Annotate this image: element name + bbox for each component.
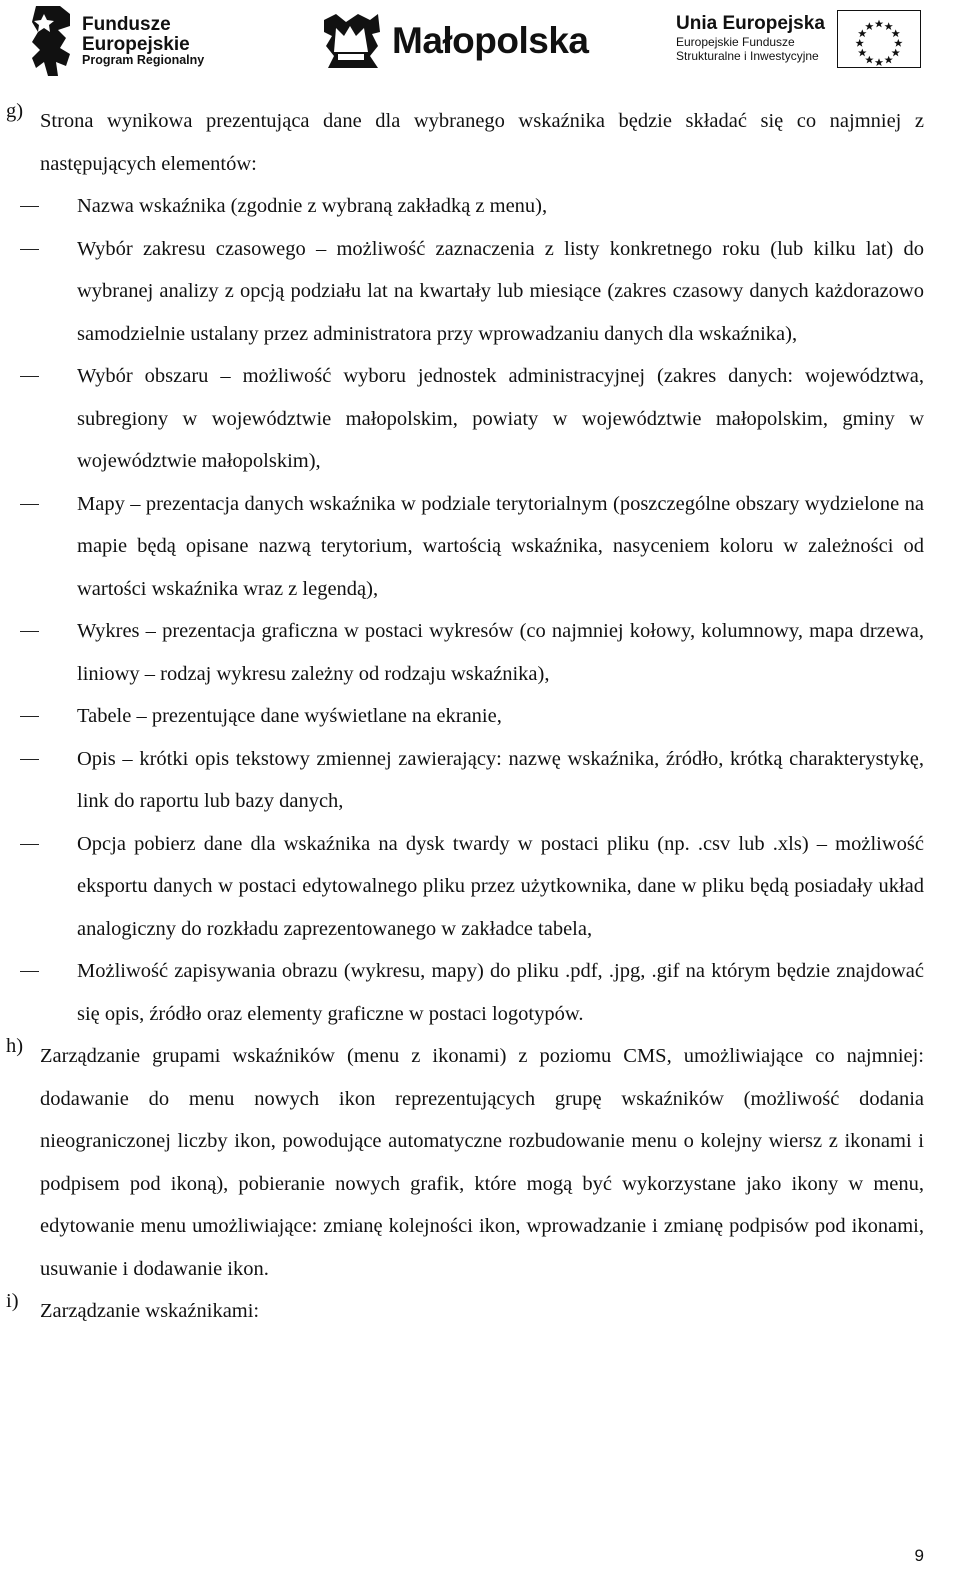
unia-europejska-logo [676, 10, 921, 68]
list-item [0, 610, 960, 695]
dash-bullet-icon [20, 971, 39, 972]
logo-fe-line1: Fundusze [82, 14, 171, 36]
dash-bullet-icon [20, 716, 39, 717]
dash-bullet-icon [20, 759, 39, 760]
eu-flag-icon [837, 10, 921, 68]
section-marker-h: h) [6, 1035, 24, 1057]
list-item [0, 185, 960, 228]
section-i [0, 1290, 960, 1333]
section-i-text: Zarządzanie wskaźnikami: [40, 1300, 260, 1322]
list-item [0, 483, 960, 611]
section-g-list [0, 185, 960, 1035]
section-h-text: Zarządzanie grupami wskaźników (menu z ikonami) z poziomu CMS, umożliwiające co najmniej: dodawanie do menu nowych ikon reprezentujących grupę wskaźników (możliwość dodania nieograniczonej liczby ikon, powodujące automatyczne rozbudowanie menu o kolejny wiersz z ikonami i podpisem pod ikoną), pobieranie nowych grafik, które mogą być wykorzystane jako ikony w menu, edytowanie menu umożliwiające: zmianę kolejności ikon, wprowadzanie i zmianę podpisów pod ikonami, usuwanie i dodawanie ikon. [40, 1045, 924, 1280]
list-item-text: Opcja pobierz dane dla wskaźnika na dysk twardy w postaci pliku (np. .csv lub .xls) – możliwość eksportu danych w postaci edytowalnego pliku przez użytkownika, dane w pliku będą posiadały układ analogiczny do rozkładu zaprezentowanego w zakładce tabela, [77, 832, 924, 940]
logo-ue-line1: Unia Europejska [676, 13, 825, 35]
section-marker-g: g) [6, 100, 24, 122]
dash-bullet-icon [20, 249, 39, 250]
document-body [0, 100, 960, 1333]
dash-bullet-icon [20, 504, 39, 505]
list-item-text: Nazwa wskaźnika (zgodnie z wybraną zakładką z menu), [77, 195, 548, 217]
list-item-text: Tabele – prezentujące dane wyświetlane na ekranie, [77, 705, 502, 727]
logo-fe-line3: Program Regionalny [82, 53, 205, 67]
list-item-text: Opis – krótki opis tekstowy zmiennej zawierający: nazwę wskaźnika, źródło, krótką charakterystykę, link do raportu lub bazy danych, [77, 747, 924, 812]
section-h [0, 1035, 960, 1290]
fundusze-europejskie-logo [30, 4, 204, 78]
logo-ue-line3: Strukturalne i Inwestycyjne [676, 49, 819, 64]
section-g-text: Strona wynikowa prezentująca dane dla wybranego wskaźnika będzie składać się co najmniej z następujących elementów: [40, 110, 924, 175]
page-number: 9 [914, 1546, 924, 1565]
list-item-text: Możliwość zapisywania obrazu (wykresu, mapy) do pliku .pdf, .jpg, .gif na którym będzie znajdować się opis, źródło oraz elementy graficzne w postaci logotypów. [77, 960, 924, 1025]
fundusze-europejskie-emblem-icon [30, 4, 72, 78]
logo-ue-line2: Europejskie Fundusze [676, 35, 795, 50]
list-item [0, 738, 960, 823]
malopolska-name: Małopolska [392, 20, 589, 61]
list-item [0, 355, 960, 483]
section-g [0, 100, 960, 1035]
list-item [0, 950, 960, 1035]
logo-fe-line2: Europejskie [82, 33, 190, 55]
malopolska-logo [322, 12, 589, 70]
malopolska-emblem-icon [322, 12, 382, 70]
dash-bullet-icon [20, 844, 39, 845]
list-item-text: Wybór zakresu czasowego – możliwość zaznaczenia z listy konkretnego roku (lub kilku lat) do wybranej analizy z opcją podziału lat na kwartały lub miesiące (zakres czasowy danych każdorazowo samodzielnie ustalany przez administratora przy wprowadzaniu danych dla wskaźnika), [77, 237, 924, 345]
list-item-text: Wykres – prezentacja graficzna w postaci wykresów (co najmniej kołowy, kolumnowy, mapa drzewa, liniowy – rodzaj wykresu zależny od rodzaju wskaźnika), [77, 620, 924, 685]
page-header [0, 0, 960, 90]
list-item [0, 228, 960, 356]
dash-bullet-icon [20, 376, 39, 377]
list-item-text: Mapy – prezentacja danych wskaźnika w podziale terytorialnym (poszczególne obszary wydzielone na mapie będą opisane nazwą terytorium, wartością wskaźnika, nasyceniem koloru w zależności od wartości wskaźnika wraz z legendą), [77, 492, 924, 600]
list-item-text: Wybór obszaru – możliwość wyboru jednostek administracyjnej (zakres danych: województwa, subregiony w województwie małopolskim, powiaty w województwie małopolskim, gminy w województwie małopolskim), [77, 365, 924, 472]
section-marker-i: i) [6, 1290, 19, 1312]
list-item [0, 695, 960, 738]
dash-bullet-icon [20, 206, 39, 207]
list-item [0, 823, 960, 951]
dash-bullet-icon [20, 631, 39, 632]
